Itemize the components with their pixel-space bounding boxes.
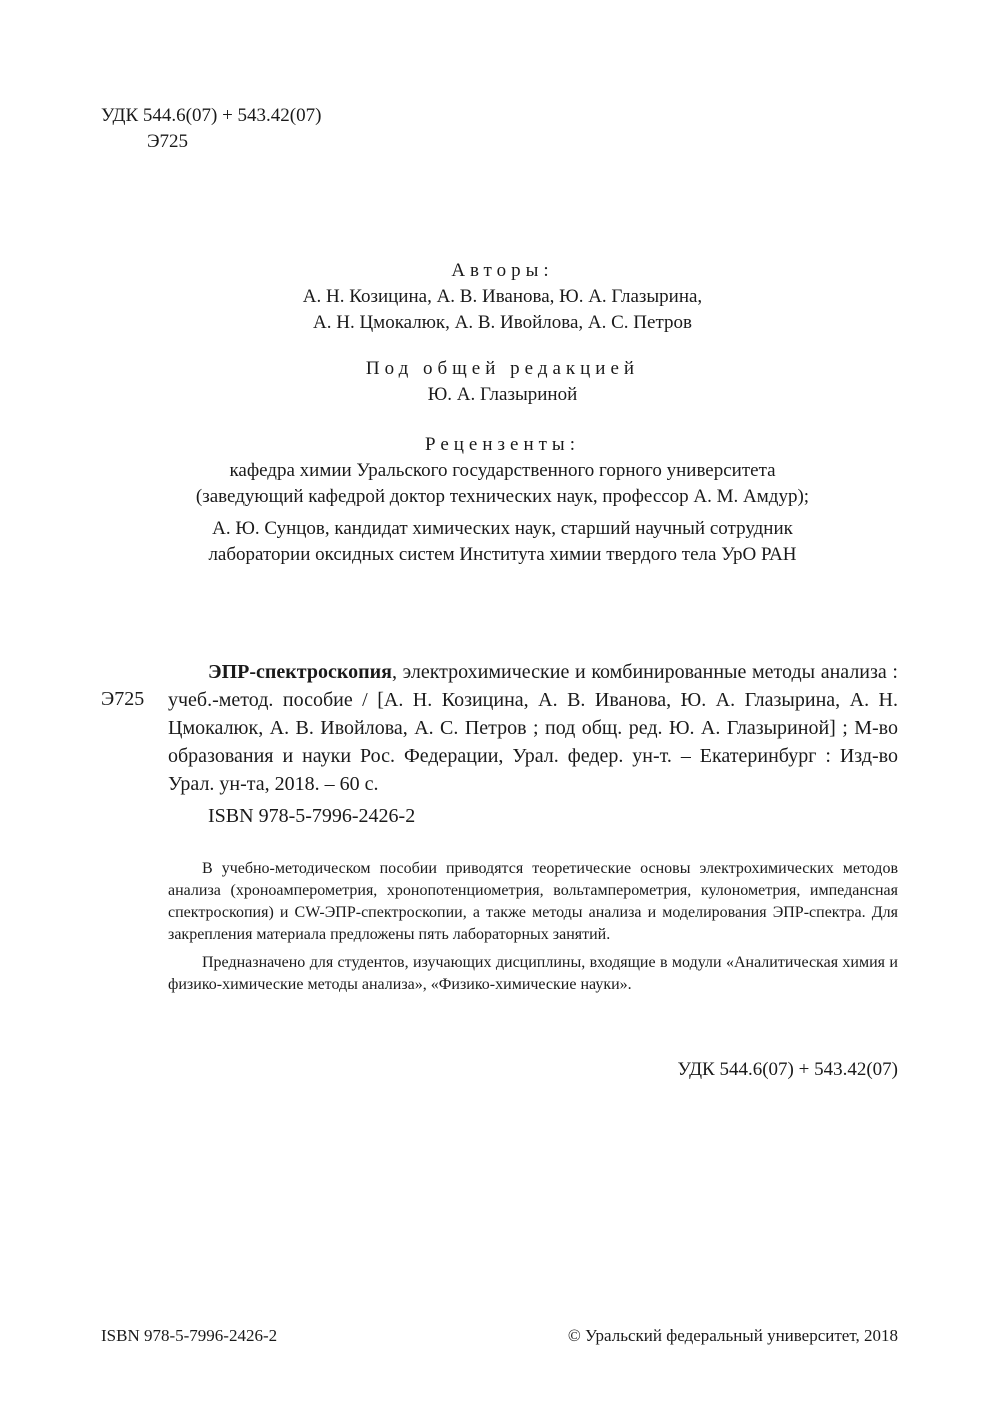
footer-copyright: © Уральский федеральный университет, 2018 [567, 1326, 898, 1345]
reviewer-2-line-2: лаборатории оксидных систем Института химии твердого тела УрО РАН [208, 544, 797, 565]
catalog-entry [168, 658, 898, 798]
reviewers-heading: Рецензенты: [425, 434, 580, 455]
reviewer-1-line-1: кафедра химии Уральского государственного горного университета [229, 460, 776, 481]
udk-header [101, 103, 321, 155]
authors-line-1: А. Н. Козицина, А. В. Иванова, Ю. А. Глазырина, [302, 286, 703, 307]
reviewer-1-line-2: (заведующий кафедрой доктор технических наук, профессор А. М. Амдур); [195, 486, 810, 507]
author-mark-code: Э725 [147, 131, 189, 152]
udk-bottom: УДК 544.6(07) + 543.42(07) [677, 1059, 898, 1080]
abstract-paragraph-2: Предназначено для студентов, изучающих дисциплины, входящие в модули «Аналитическая химия и физико-химические методы анализа», «Физико-химические науки». [168, 954, 898, 993]
abstract-paragraph-1: В учебно-методическом пособии приводятся теоретические основы электрохимических методов анализа (хроноамперометрия, хронопотенциометрия, вольтамперометрия, кулонометрия, импедансная спектроскопия) и CW-ЭПР-спектроскопии, а также методы анализа и моделирования ЭПР-спектра. Для закрепления материала предложены пять лабораторных занятий. [168, 860, 898, 943]
editor-name: Ю. А. Глазыриной [427, 384, 578, 405]
editor-block [0, 356, 1005, 408]
editor-heading: Под общей редакцией [365, 358, 640, 379]
reviewer-2-line-1: А. Ю. Сунцов, кандидат химических наук, старший научный сотрудник [212, 518, 793, 539]
authors-block [0, 258, 1005, 336]
catalog-title: ЭПР-спектроскопия [208, 661, 392, 683]
catalog-code: Э725 [101, 688, 145, 710]
authors-heading: Авторы: [451, 260, 554, 281]
catalog-isbn: ISBN 978-5-7996-2426-2 [208, 805, 416, 827]
abstract [168, 858, 898, 996]
reviewers-block [0, 432, 1005, 568]
authors-line-2: А. Н. Цмокалюк, А. В. Ивойлова, А. С. Петров [313, 312, 692, 333]
footer-isbn: ISBN 978-5-7996-2426-2 [101, 1326, 278, 1345]
udk-classification: УДК 544.6(07) + 543.42(07) [101, 105, 322, 126]
catalog-description: , электрохимические и комбинированные методы анализа : учеб.-метод. пособие / [А. Н. Козицина, А. В. Иванова, Ю. А. Глазырина, А. Н. Цмокалюк, А. В. Ивойлова, А. С. Петров ; под общ. ред. Ю. А. Глазыриной] ; М-во образования и науки Рос. Федерации, Урал. федер. ун-т. – Екатеринбург : Изд-во Урал. ун-та, 2018. – 60 с. [168, 661, 898, 795]
